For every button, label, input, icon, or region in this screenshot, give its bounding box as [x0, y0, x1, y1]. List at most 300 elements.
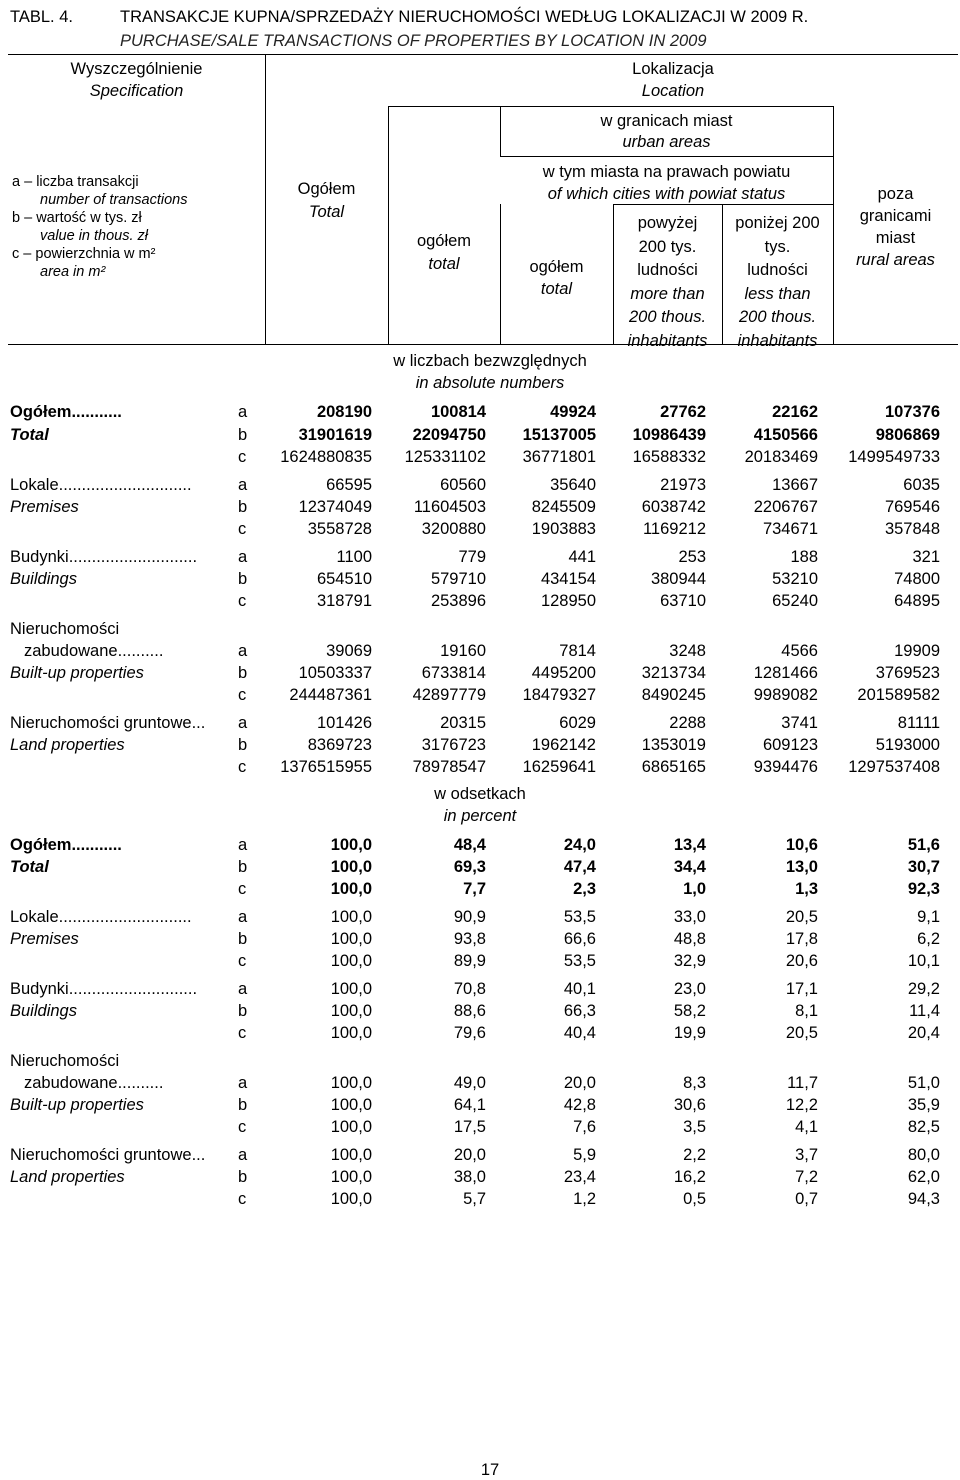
- cell-value: 12374049: [298, 498, 372, 516]
- cell-value: 94,3: [907, 1190, 940, 1208]
- cell-value: 3248: [669, 642, 706, 660]
- cell-value: 34,4: [673, 858, 706, 876]
- cell-value: 9989082: [753, 686, 818, 704]
- row-letter: c: [238, 758, 247, 776]
- cell-value: 1169212: [642, 520, 706, 538]
- cell-value: 51,0: [907, 1074, 940, 1092]
- cell-value: 66,6: [563, 930, 596, 948]
- row-letter: a: [238, 1146, 248, 1164]
- cell-value: 22094750: [412, 426, 486, 444]
- cell-value: 19909: [894, 642, 940, 660]
- cell-value: 5193000: [875, 736, 940, 754]
- legend-c-en: area in m²: [40, 264, 106, 280]
- powiat-total-pl: ogółem: [529, 258, 584, 276]
- row-letter: c: [238, 686, 247, 704]
- cell-value: 23,0: [673, 980, 706, 998]
- table-row: [0, 950, 960, 972]
- cell-value: 10986439: [632, 426, 706, 444]
- cell-value: 2288: [669, 714, 706, 732]
- table-number: TABL. 4.: [10, 8, 73, 26]
- row-letter: a: [238, 548, 248, 566]
- row-label: Nieruchomości gruntowe...: [10, 1146, 206, 1164]
- cell-value: 19160: [440, 642, 486, 660]
- cell-value: 1624880835: [280, 448, 372, 466]
- cell-value: 69,3: [453, 858, 486, 876]
- cell-value: 100,0: [330, 1118, 372, 1136]
- table-title-pl: TRANSAKCJE KUPNA/SPRZEDAŻY NIERUCHOMOŚCI WEDŁUG LOKALIZACJI W 2009 R.: [120, 8, 809, 26]
- cell-value: 3200880: [421, 520, 486, 538]
- cell-value: 12,2: [785, 1096, 818, 1114]
- cell-value: 107376: [884, 403, 940, 421]
- urban-total-pl: ogółem: [416, 232, 472, 250]
- cell-value: 357848: [884, 520, 940, 538]
- cell-value: 6733814: [421, 664, 486, 682]
- cell-value: 3213734: [641, 664, 706, 682]
- cell-value: 10,1: [907, 952, 940, 970]
- cell-value: 8,3: [683, 1074, 706, 1092]
- cell-value: 4566: [781, 642, 818, 660]
- cell-value: 579710: [430, 570, 486, 588]
- cell-value: 32,9: [673, 952, 706, 970]
- cell-value: 15137005: [522, 426, 596, 444]
- location-header-en: Location: [641, 82, 705, 100]
- cell-value: 100,0: [330, 952, 372, 970]
- total-header-pl: Ogółem: [297, 180, 356, 198]
- table-row: [0, 1072, 960, 1094]
- cell-value: 11,4: [909, 1002, 940, 1020]
- cell-value: 47,4: [563, 858, 596, 876]
- cell-value: 3176723: [421, 736, 486, 754]
- row-letter: b: [238, 498, 248, 516]
- cell-value: 7,6: [573, 1118, 596, 1136]
- table-row: [0, 834, 960, 856]
- absolute-section-en: in absolute numbers: [415, 374, 565, 392]
- cell-value: 253: [678, 548, 706, 566]
- table-row: [0, 474, 960, 496]
- cell-value: 441: [568, 548, 596, 566]
- cell-value: 17,8: [785, 930, 818, 948]
- urban-rule: [500, 156, 833, 157]
- row-letter: b: [238, 858, 248, 876]
- table-row: [0, 1050, 960, 1072]
- cell-value: 18479327: [522, 686, 596, 704]
- row-label: Land properties: [10, 1168, 125, 1186]
- table-row: [0, 1022, 960, 1044]
- cell-value: 49924: [550, 403, 596, 421]
- cell-value: 11604503: [413, 498, 486, 516]
- row-label: Lokale.............................: [10, 908, 192, 926]
- table-row: [0, 756, 960, 778]
- table-row: [0, 1166, 960, 1188]
- below-200-header: poniżej 200 tys. ludności less than 200 thous. inhabitants: [735, 214, 820, 350]
- cell-value: 2206767: [753, 498, 818, 516]
- row-label: Total: [10, 858, 49, 876]
- percent-section-en: in percent: [443, 807, 517, 825]
- cell-value: 93,8: [453, 930, 486, 948]
- header-vline-2: [388, 106, 389, 344]
- row-letter: b: [238, 1096, 248, 1114]
- row-label: zabudowane..........: [24, 642, 164, 660]
- cell-value: 7814: [559, 642, 596, 660]
- cell-value: 64895: [894, 592, 940, 610]
- cell-value: 13667: [772, 476, 818, 494]
- row-label: Nieruchomości: [10, 620, 120, 638]
- cell-value: 53210: [772, 570, 818, 588]
- cell-value: 48,8: [673, 930, 706, 948]
- row-letter: b: [238, 1168, 248, 1186]
- cell-value: 19,9: [673, 1024, 706, 1042]
- cell-value: 6865165: [641, 758, 706, 776]
- cell-value: 66595: [326, 476, 372, 494]
- cell-value: 5,7: [463, 1190, 486, 1208]
- cell-value: 321: [912, 548, 940, 566]
- cell-value: 90,9: [453, 908, 486, 926]
- cell-value: 30,7: [907, 858, 940, 876]
- table-title-en: PURCHASE/SALE TRANSACTIONS OF PROPERTIES BY LOCATION IN 2009: [120, 32, 707, 50]
- row-label: Ogółem...........: [10, 403, 122, 421]
- row-letter: c: [238, 1190, 247, 1208]
- cell-value: 100,0: [330, 1096, 372, 1114]
- cell-value: 58,2: [673, 1002, 706, 1020]
- cell-value: 16588332: [632, 448, 706, 466]
- cell-value: 380944: [650, 570, 706, 588]
- legend: [12, 173, 188, 281]
- row-label: Premises: [10, 498, 79, 516]
- cell-value: 22162: [772, 403, 818, 421]
- cell-value: 62,0: [907, 1168, 940, 1186]
- cell-value: 74800: [894, 570, 940, 588]
- row-letter: a: [238, 908, 248, 926]
- table-row: [0, 978, 960, 1000]
- table-row: [0, 684, 960, 706]
- cell-value: 30,6: [673, 1096, 706, 1114]
- cell-value: 100,0: [330, 858, 372, 876]
- cell-value: 20,5: [785, 908, 818, 926]
- cell-value: 101426: [316, 714, 372, 732]
- row-letter: c: [238, 1118, 247, 1136]
- cell-value: 8490245: [641, 686, 706, 704]
- cell-value: 100814: [430, 403, 486, 421]
- cell-value: 9,1: [917, 908, 940, 926]
- cell-value: 100,0: [330, 930, 372, 948]
- cell-value: 21973: [660, 476, 706, 494]
- cell-value: 20,5: [785, 1024, 818, 1042]
- cell-value: 1,2: [573, 1190, 596, 1208]
- row-letter: a: [238, 836, 248, 854]
- cell-value: 100,0: [330, 1024, 372, 1042]
- cell-value: 2,2: [683, 1146, 706, 1164]
- cell-value: 609123: [762, 736, 818, 754]
- urban-total-en: total: [428, 255, 460, 273]
- table-row: [0, 401, 960, 423]
- row-letter: c: [238, 880, 247, 898]
- cell-value: 20,4: [907, 1024, 940, 1042]
- cell-value: 4,1: [795, 1118, 818, 1136]
- spec-label-en: Specification: [89, 82, 184, 100]
- cell-value: 1353019: [641, 736, 706, 754]
- cell-value: 1100: [336, 548, 372, 566]
- cell-value: 253896: [430, 592, 486, 610]
- row-label: Premises: [10, 930, 79, 948]
- cell-value: 13,4: [673, 836, 706, 854]
- cell-value: 82,5: [907, 1118, 940, 1136]
- table-row: [0, 590, 960, 612]
- cell-value: 38,0: [453, 1168, 486, 1186]
- table-row: [0, 856, 960, 878]
- cell-value: 79,6: [453, 1024, 486, 1042]
- cell-value: 201589582: [857, 686, 940, 704]
- cell-value: 1376515955: [280, 758, 372, 776]
- cell-value: 40,1: [563, 980, 596, 998]
- table-row: [0, 1144, 960, 1166]
- table-row: [0, 1116, 960, 1138]
- cell-value: 17,5: [453, 1118, 486, 1136]
- cell-value: 434154: [540, 570, 596, 588]
- cell-value: 734671: [762, 520, 818, 538]
- cell-value: 6,2: [917, 930, 940, 948]
- table-row: [0, 496, 960, 518]
- cell-value: 100,0: [330, 1168, 372, 1186]
- row-label: Lokale.............................: [10, 476, 192, 494]
- rural-header: poza granicami miast rural areas: [856, 185, 935, 269]
- cell-value: 6038742: [641, 498, 706, 516]
- cell-value: 33,0: [673, 908, 706, 926]
- cell-value: 7,7: [463, 880, 486, 898]
- cell-value: 60560: [440, 476, 486, 494]
- cell-value: 5,9: [573, 1146, 596, 1164]
- absolute-section-pl: w liczbach bezwzględnych: [393, 352, 587, 370]
- cell-value: 8369723: [307, 736, 372, 754]
- cell-value: 0,5: [683, 1190, 706, 1208]
- cell-value: 6035: [903, 476, 940, 494]
- urban-header-pl: w granicach miast: [600, 112, 733, 130]
- cell-value: 78978547: [412, 758, 486, 776]
- cell-value: 64,1: [453, 1096, 486, 1114]
- cell-value: 65240: [772, 592, 818, 610]
- row-letter: c: [238, 592, 247, 610]
- cell-value: 53,5: [563, 952, 596, 970]
- cell-value: 10503337: [298, 664, 372, 682]
- cell-value: 11,7: [787, 1074, 818, 1092]
- row-label: Budynki............................: [10, 548, 198, 566]
- cell-value: 2,3: [573, 880, 596, 898]
- row-letter: a: [238, 1074, 248, 1092]
- row-letter: c: [238, 520, 247, 538]
- row-letter: c: [238, 1024, 247, 1042]
- row-label: Buildings: [10, 1002, 77, 1020]
- cell-value: 20,0: [453, 1146, 486, 1164]
- cell-value: 208190: [316, 403, 372, 421]
- cell-value: 125331102: [404, 448, 486, 466]
- table-row: [0, 734, 960, 756]
- powiat-rule: [613, 204, 833, 205]
- cell-value: 3769523: [875, 664, 940, 682]
- cell-value: 1962142: [531, 736, 596, 754]
- row-letter: b: [238, 736, 248, 754]
- cell-value: 1297537408: [848, 758, 940, 776]
- cell-value: 17,1: [785, 980, 818, 998]
- location-header-pl: Lokalizacja: [632, 60, 714, 78]
- cell-value: 244487361: [289, 686, 372, 704]
- cell-value: 4495200: [531, 664, 596, 682]
- cell-value: 20,6: [785, 952, 818, 970]
- table-row: [0, 662, 960, 684]
- legend-c: c – powierzchnia w m²: [12, 246, 156, 262]
- cell-value: 51,6: [907, 836, 940, 854]
- table-row: [0, 618, 960, 640]
- cell-value: 40,4: [563, 1024, 596, 1042]
- cell-value: 779: [458, 548, 486, 566]
- cell-value: 80,0: [907, 1146, 940, 1164]
- cell-value: 769546: [884, 498, 940, 516]
- cell-value: 1,3: [795, 880, 818, 898]
- table-row: [0, 928, 960, 950]
- table-row: [0, 878, 960, 900]
- row-label: Built-up properties: [10, 1096, 144, 1114]
- powiat-header-pl: w tym miasta na prawach powiatu: [542, 163, 791, 181]
- cell-value: 128950: [540, 592, 596, 610]
- cell-value: 3558728: [307, 520, 372, 538]
- cell-value: 10,6: [785, 836, 818, 854]
- cell-value: 89,9: [453, 952, 486, 970]
- cell-value: 7,2: [795, 1168, 818, 1186]
- cell-value: 92,3: [907, 880, 940, 898]
- row-letter: c: [238, 448, 247, 466]
- cell-value: 318791: [316, 592, 372, 610]
- cell-value: 20183469: [744, 448, 818, 466]
- cell-value: 3741: [781, 714, 818, 732]
- table-row: [0, 1188, 960, 1210]
- cell-value: 9394476: [753, 758, 818, 776]
- cell-value: 100,0: [330, 880, 372, 898]
- table-row: [0, 424, 960, 446]
- spec-label-pl: Wyszczególnienie: [70, 60, 203, 78]
- powiat-total-en: total: [540, 280, 573, 298]
- row-label: Budynki............................: [10, 980, 198, 998]
- table-row: [0, 546, 960, 568]
- row-letter: c: [238, 952, 247, 970]
- cell-value: 24,0: [563, 836, 596, 854]
- cell-value: 1281466: [753, 664, 818, 682]
- cell-value: 35,9: [907, 1096, 940, 1114]
- row-letter: a: [238, 476, 248, 494]
- table-row: [0, 712, 960, 734]
- cell-value: 35640: [550, 476, 596, 494]
- cell-value: 31901619: [298, 426, 372, 444]
- cell-value: 100,0: [330, 1190, 372, 1208]
- cell-value: 16,2: [673, 1168, 706, 1186]
- cell-value: 100,0: [330, 1002, 372, 1020]
- cell-value: 88,6: [453, 1002, 486, 1020]
- row-letter: a: [238, 980, 248, 998]
- row-label: Land properties: [10, 736, 125, 754]
- cell-value: 48,4: [453, 836, 486, 854]
- row-letter: a: [238, 714, 248, 732]
- cell-value: 6029: [559, 714, 596, 732]
- table-row: [0, 640, 960, 662]
- table-row: [0, 446, 960, 468]
- total-header-en: Total: [308, 203, 345, 221]
- cell-value: 100,0: [330, 980, 372, 998]
- cell-value: 42,8: [563, 1096, 596, 1114]
- row-label: Nieruchomości gruntowe...: [10, 714, 206, 732]
- cell-value: 29,2: [907, 980, 940, 998]
- cell-value: 63710: [660, 592, 706, 610]
- cell-value: 100,0: [330, 908, 372, 926]
- row-label: Total: [10, 426, 49, 444]
- row-label: Nieruchomości: [10, 1052, 120, 1070]
- row-letter: b: [238, 426, 248, 444]
- powiat-header-en: of which cities with powiat status: [547, 185, 786, 203]
- cell-value: 16259641: [522, 758, 596, 776]
- cell-value: 20,0: [563, 1074, 596, 1092]
- cell-value: 13,0: [785, 858, 818, 876]
- cell-value: 0,7: [795, 1190, 818, 1208]
- cell-value: 654510: [316, 570, 372, 588]
- row-letter: a: [238, 403, 248, 421]
- row-label: Buildings: [10, 570, 77, 588]
- row-label: Ogółem...........: [10, 836, 122, 854]
- cell-value: 9806869: [875, 426, 940, 444]
- above-200-header: powyżej 200 tys. ludności more than 200 thous. inhabitants: [627, 214, 708, 350]
- row-label: Built-up properties: [10, 664, 144, 682]
- percent-section-pl: w odsetkach: [434, 785, 526, 803]
- table-row: [0, 518, 960, 540]
- urban-header-en: urban areas: [622, 133, 711, 151]
- cell-value: 100,0: [330, 1146, 372, 1164]
- header-vline-1: [265, 54, 266, 344]
- cell-value: 36771801: [522, 448, 596, 466]
- cell-value: 70,8: [453, 980, 486, 998]
- cell-value: 8245509: [531, 498, 596, 516]
- row-letter: b: [238, 664, 248, 682]
- table-row: [0, 568, 960, 590]
- table-row: [0, 1000, 960, 1022]
- row-letter: b: [238, 930, 248, 948]
- cell-value: 39069: [326, 642, 372, 660]
- legend-a-en: number of transactions: [40, 192, 188, 208]
- cell-value: 27762: [660, 403, 706, 421]
- cell-value: 49,0: [453, 1074, 486, 1092]
- table-row: [0, 1094, 960, 1116]
- cell-value: 66,3: [563, 1002, 596, 1020]
- cell-value: 3,7: [795, 1146, 818, 1164]
- cell-value: 3,5: [683, 1118, 706, 1136]
- location-rule: [388, 106, 833, 107]
- row-letter: a: [238, 642, 248, 660]
- cell-value: 100,0: [330, 836, 372, 854]
- cell-value: 100,0: [330, 1074, 372, 1092]
- cell-value: 188: [790, 548, 818, 566]
- cell-value: 4150566: [753, 426, 818, 444]
- cell-value: 1,0: [683, 880, 706, 898]
- table-row: [0, 906, 960, 928]
- row-letter: b: [238, 570, 248, 588]
- cell-value: 1903883: [531, 520, 596, 538]
- row-label: zabudowane..........: [24, 1074, 164, 1092]
- legend-b-en: value in thous. zł: [40, 228, 149, 244]
- row-letter: b: [238, 1002, 248, 1020]
- header-top-rule: [8, 54, 958, 55]
- legend-b: b – wartość w tys. zł: [12, 210, 142, 226]
- cell-value: 1499549733: [848, 448, 940, 466]
- page-number: 17: [480, 1461, 500, 1479]
- cell-value: 8,1: [795, 1002, 818, 1020]
- cell-value: 53,5: [563, 908, 596, 926]
- cell-value: 81111: [897, 714, 940, 732]
- cell-value: 20315: [440, 714, 486, 732]
- legend-a: a – liczba transakcji: [12, 174, 139, 190]
